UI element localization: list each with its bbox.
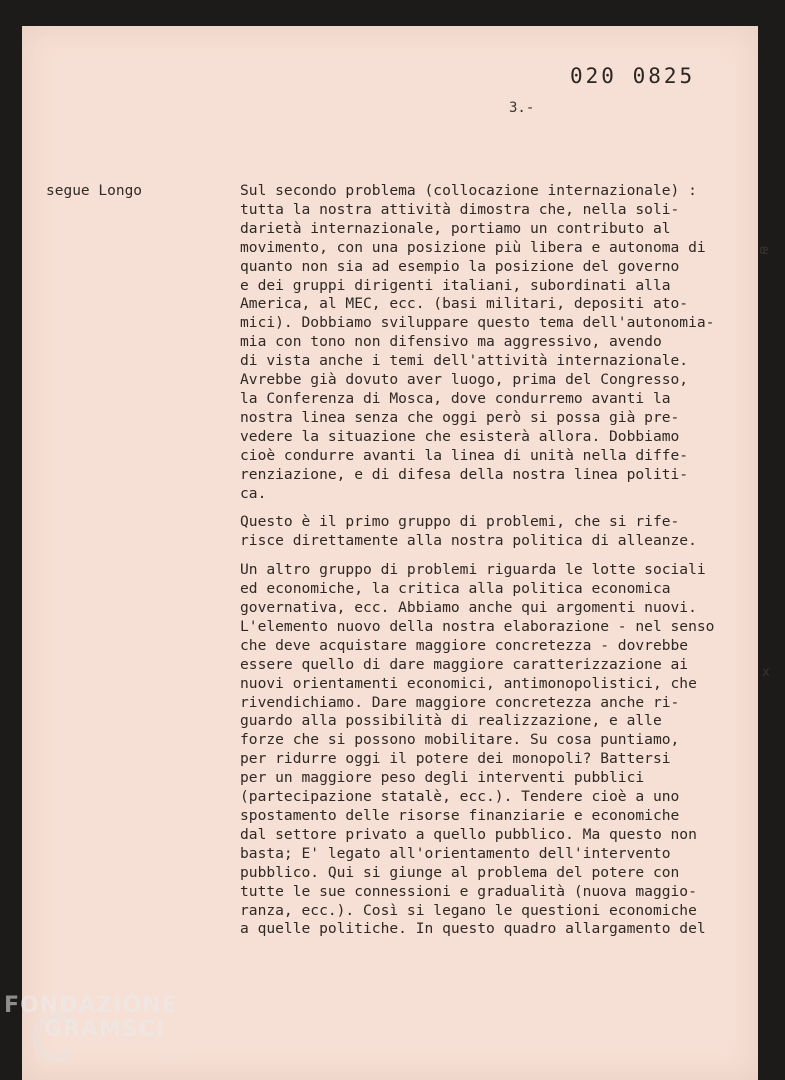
text-line: ca.	[240, 484, 267, 502]
text-line: Un altro gruppo di problemi riguarda le lotte sociali	[240, 561, 706, 579]
text-line: nostra linea senza che oggi però si possa già pre-	[240, 408, 680, 426]
text-line: quanto non sia ad esempio la posizione del governo	[240, 257, 680, 275]
margin-mark: œ	[760, 243, 768, 258]
text-line: basta; E' legato all'orientamento dell'intervento	[240, 844, 671, 862]
text-line: ranza, ecc.). Così si legano le questioni economiche	[240, 901, 697, 919]
text-line: Avrebbe già dovuto aver luogo, prima del Congresso,	[240, 371, 689, 389]
text-line: ed economiche, la critica alla politica economica	[240, 580, 671, 598]
text-line: per ridurre oggi il potere dei monopoli? Battersi	[240, 750, 671, 768]
text-line: la Conferenza di Mosca, dove condurremo avanti la	[240, 389, 671, 407]
text-line: L'elemento nuovo della nostra elaborazione - nel senso	[240, 617, 715, 635]
text-line: forze che si possono mobilitare. Su cosa puntiamo,	[240, 731, 680, 749]
text-line: governativa, ecc. Abbiamo anche qui argomenti nuovi.	[240, 599, 697, 617]
text-line: cioè condurre avanti la linea di unità nella diffe-	[240, 446, 689, 464]
text-line: di vista anche i temi dell'attività internazionale.	[240, 352, 689, 370]
watermark-sub: onlus	[162, 1052, 187, 1062]
text-line: mia con tono non difensivo ma aggressivo, avendo	[240, 333, 662, 351]
text-line: dal settore privato a quello pubblico. Ma questo non	[240, 825, 697, 843]
text-line: movimento, con una posizione più libera e autonoma di	[240, 238, 706, 256]
text-line: pubblico. Qui si giunge al problema del potere con	[240, 863, 680, 881]
speaker-label: segue Longo	[46, 183, 143, 199]
margin-mark: x	[762, 665, 770, 680]
text-line: (partecipazione statalè, ecc.). Tendere cioè a uno	[240, 788, 680, 806]
text-line: essere quello di dare maggiore caratterizzazione ai	[240, 655, 689, 673]
watermark-line1: FONDAZIONE	[4, 993, 178, 1018]
text-line: rivendichiamo. Dare maggiore concretezza anche ri-	[240, 693, 680, 711]
text-line: tutta la nostra attività dimostra che, nella soli-	[240, 200, 680, 218]
text-line: per un maggiore peso degli interventi pubblici	[240, 769, 645, 787]
watermark	[4, 994, 178, 1042]
document-number: 020 0825	[570, 64, 696, 88]
text-line: e dei gruppi dirigenti italiani, subordinati alla	[240, 276, 671, 294]
text-line: mici). Dobbiamo sviluppare questo tema dell'autonomia-	[240, 314, 715, 332]
paragraph-1	[240, 182, 750, 503]
paragraph-2	[240, 513, 750, 551]
text-line: darietà internazionale, portiamo un contributo al	[240, 219, 671, 237]
body-text	[240, 182, 750, 949]
text-line: spostamento delle risorse finanziarie e economiche	[240, 807, 680, 824]
text-line: America, al MEC, ecc. (basi militari, depositi ato-	[240, 295, 689, 313]
text-line: vedere la situazione che esisterà allora. Dobbiamo	[240, 427, 680, 445]
page-number: 3.-	[509, 100, 535, 116]
watermark-line2: GRAMSCI	[44, 1017, 166, 1042]
text-line: Questo è il primo gruppo di problemi, che si rife-	[240, 513, 680, 531]
text-line: renziazione, e di difesa della nostra linea politi-	[240, 465, 689, 483]
text-line: guardo alla possibilità di realizzazione, e alle	[240, 712, 662, 730]
text-line: a quelle politiche. In questo quadro allargamento del	[240, 920, 706, 938]
text-line: che deve acquistare maggiore concretezza - dovrebbe	[240, 636, 689, 654]
text-line: risce direttamente alla nostra politica di alleanze.	[240, 532, 697, 550]
text-line: Sul secondo problema (collocazione internazionale) :	[240, 182, 697, 199]
text-line: tutte le sue connessioni e gradualità (nuova maggio-	[240, 882, 697, 900]
paragraph-3	[240, 561, 750, 939]
text-line: nuovi orientamenti economici, antimonopolistici, che	[240, 674, 697, 692]
